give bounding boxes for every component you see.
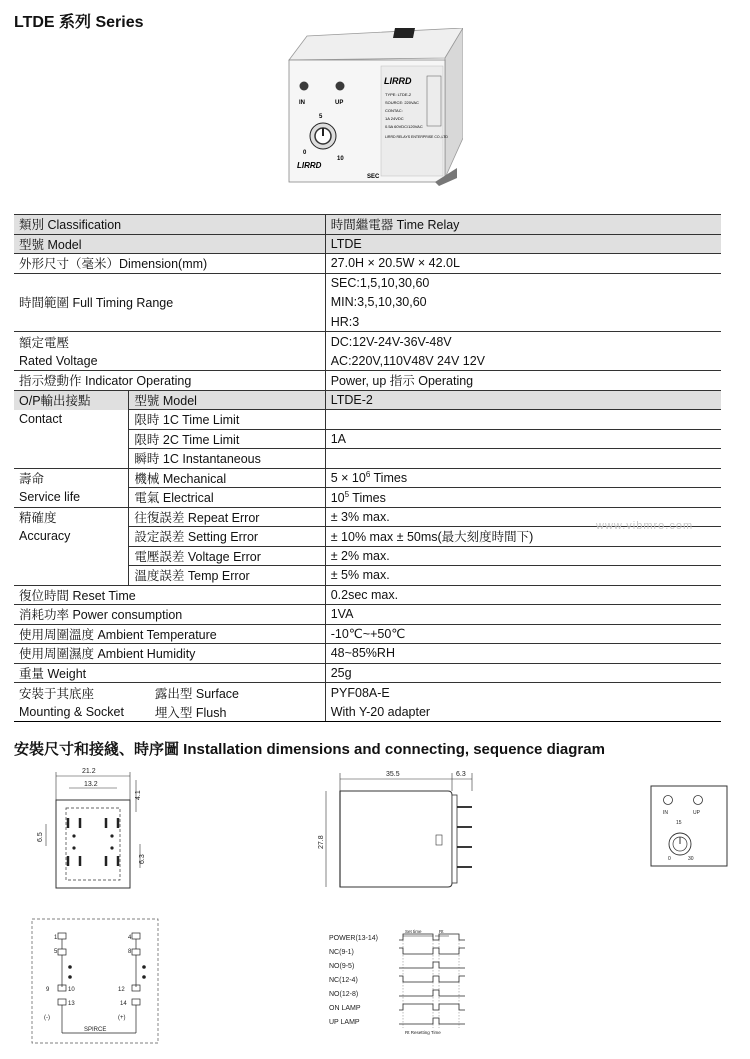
- accuracy-label-zh: 精確度: [19, 511, 57, 525]
- reset-row: [14, 585, 721, 605]
- wiring-diagram: [28, 915, 168, 1047]
- pin-12: 12: [118, 987, 125, 993]
- temperature-value: -10℃~+50℃: [325, 624, 721, 644]
- temperature-row: [14, 624, 721, 644]
- timing-label: 時間範圍 Full Timing Range: [14, 273, 325, 332]
- mount-row: [14, 683, 721, 703]
- life-value: $10^5$ Times: [325, 488, 721, 508]
- weight-row: [14, 663, 721, 683]
- product-label-line: CONTAC:: [385, 108, 403, 113]
- contact-value: [325, 449, 721, 469]
- contact-label-en: Contact: [19, 412, 63, 427]
- temperature-label: 使用周圍溫度 Ambient Temperature: [14, 624, 325, 644]
- reset-value: 0.2sec max.: [325, 585, 721, 605]
- mount-value: With Y-20 adapter: [325, 702, 721, 722]
- spirce-label: SPIRCE: [84, 1027, 107, 1033]
- timing-value: SEC:1,5,10,30,60: [325, 273, 721, 293]
- led-up-label: UP: [335, 100, 344, 106]
- accuracy-sub: 溫度誤差 Temp Error: [129, 566, 325, 586]
- voltage-value: AC:220V,110V48V 24V 12V: [325, 351, 721, 371]
- voltage-value: DC:12V-24V-36V-48V: [325, 332, 721, 352]
- page-title: LTDE 系列 Series: [14, 14, 144, 31]
- brand-lower: LIRRD: [297, 161, 322, 170]
- dimension-label: 外形尺寸（毫米）Dimension(mm): [14, 254, 325, 274]
- power-label: 消耗功率 Power consumption: [14, 605, 325, 625]
- maker-label: LIRRD RELAYS ENTERPRISE CO.,LTD: [385, 135, 448, 139]
- dimension-value: 27.0H × 20.5W × 42.0L: [325, 254, 721, 274]
- pin-14: 14: [120, 1001, 127, 1007]
- voltage-label-zh: 額定電壓: [19, 335, 70, 350]
- model-label: 型號 Model: [14, 234, 325, 254]
- pin-10: 10: [68, 987, 75, 993]
- life-label-zh: 壽命: [19, 472, 45, 486]
- polarity-minus: (-): [44, 1015, 50, 1021]
- mount-sub: 露出型 Surface: [154, 686, 239, 701]
- face-dial-30: 30: [688, 856, 694, 862]
- contact-sub: 型號 Model: [129, 390, 325, 410]
- pin-4: 4: [128, 935, 132, 941]
- power-row: [14, 605, 721, 625]
- life-value: $5 \times 10^6$ Times: [325, 468, 721, 488]
- pin-8: 8: [128, 949, 132, 955]
- accuracy-sub: 往復誤差 Repeat Error: [129, 507, 325, 527]
- dim-socket-inner: 13.2: [84, 781, 98, 788]
- life-row: [14, 468, 721, 488]
- dim-pin-length: 6.3: [456, 771, 466, 778]
- product-label-line: 1A 24VDC: [385, 116, 404, 121]
- dim-socket-top: 4.1: [135, 790, 142, 800]
- humidity-row: [14, 644, 721, 664]
- contact-sub: 限時 2C Time Limit: [129, 429, 325, 449]
- accuracy-sub: 設定誤差 Setting Error: [129, 527, 325, 547]
- pin-9: 9: [46, 987, 50, 993]
- dim-socket-right: 6.3: [139, 854, 146, 864]
- product-label-line: SOURCE: 220VAC: [385, 100, 419, 105]
- face-dial-0: 0: [668, 856, 671, 862]
- led-in-label: IN: [299, 100, 305, 106]
- brand-upper: LIRRD: [384, 76, 412, 86]
- seq-label-up-lamp: UP LAMP: [329, 1019, 360, 1026]
- face-dial-15: 15: [676, 820, 682, 826]
- dim-body-height: 27.8: [318, 835, 325, 849]
- timing-value: MIN:3,5,10,30,60: [325, 293, 721, 313]
- dial-min-label: 0: [303, 150, 307, 156]
- mount-sub: 埋入型 Flush: [129, 702, 325, 722]
- timing-value: HR:3: [325, 312, 721, 332]
- indicator-row: [14, 371, 721, 391]
- life-label-en: Service life: [14, 488, 129, 508]
- accuracy-value: ± 10% max ± 50ms(最大刻度時間下): [325, 527, 721, 547]
- contact-sub: 限時 1C Time Limit: [129, 410, 325, 430]
- watermark: www.vibmro.com: [596, 520, 694, 532]
- mount-label-zh: 安裝于其底座: [19, 686, 95, 701]
- timing-row: [14, 273, 721, 293]
- weight-value: 25g: [325, 663, 721, 683]
- rt-label: Rt: [439, 929, 444, 934]
- accuracy-value: ± 2% max.: [325, 546, 721, 566]
- dial-mid-label: 5: [319, 114, 323, 120]
- voltage-label-en: Rated Voltage: [14, 351, 325, 371]
- classification-label: 類別 Classification: [14, 215, 325, 235]
- contact-sub: 瞬時 1C Instantaneous: [129, 449, 325, 469]
- dim-socket-width: 21.2: [82, 768, 96, 775]
- humidity-label: 使用周圍濕度 Ambient Humidity: [14, 644, 325, 664]
- product-photo: [285, 28, 463, 188]
- contact-value: [325, 410, 721, 430]
- seq-label-on-lamp: ON LAMP: [329, 1005, 361, 1012]
- life-sub: 電氣 Electrical: [129, 488, 325, 508]
- accuracy-sub: 電壓誤差 Voltage Error: [129, 546, 325, 566]
- power-value: 1VA: [325, 605, 721, 625]
- reset-label: 復位時間 Reset Time: [14, 585, 325, 605]
- humidity-value: 48~85%RH: [325, 644, 721, 664]
- product-label-line: TYPE: LTDE-2: [385, 92, 412, 97]
- sequence-diagram: [325, 924, 495, 1036]
- dim-socket-left: 6.5: [37, 832, 44, 842]
- accuracy-label-en: Accuracy: [19, 529, 71, 544]
- mount-label-en: Mounting & Socket: [14, 702, 129, 722]
- dim-body-length: 35.5: [386, 771, 400, 778]
- pin-5: 5: [54, 949, 58, 955]
- contact-value: 1A: [325, 429, 721, 449]
- indicator-label: 指示燈動作 Indicator Operating: [14, 371, 325, 391]
- contact-label-zh: O/P輸出接點: [14, 390, 129, 410]
- dimension-row: [14, 254, 721, 274]
- contact-row: [14, 390, 721, 410]
- weight-label: 重量 Weight: [14, 663, 325, 683]
- contact-value: LTDE-2: [325, 390, 721, 410]
- set-time-label: Set time: [405, 929, 422, 934]
- seq-label-nc124: NC(12-4): [329, 977, 358, 984]
- socket-dimension-drawing: [28, 760, 168, 895]
- model-row: [14, 234, 721, 254]
- seq-label-no95: NO(9-5): [329, 963, 355, 970]
- face-in-label: IN: [663, 810, 668, 816]
- seq-label-power: POWER(13-14): [329, 935, 379, 942]
- relay-dimension-drawing: [310, 765, 490, 895]
- seq-label-nc91: NC(9-1): [329, 949, 354, 956]
- polarity-plus: (+): [118, 1015, 126, 1021]
- classification-value: 時間繼電器 Time Relay: [325, 215, 721, 235]
- pin-1: 1: [54, 935, 58, 941]
- product-label-line: 0.5A 60VDC/120VAC: [385, 124, 423, 129]
- life-sub: 機械 Mechanical: [129, 468, 325, 488]
- accuracy-value: ± 3% max.: [325, 507, 721, 527]
- seq-label-no128: NO(12-8): [329, 991, 359, 998]
- voltage-row: [14, 332, 721, 352]
- indicator-value: Power, up 指示 Operating: [325, 371, 721, 391]
- front-face-drawing: [648, 783, 730, 869]
- section-title: 安裝尺寸和接綫、時序圖 Installation dimensions and connecting, sequence diagram: [14, 741, 605, 758]
- dial-max-label: 10: [337, 156, 344, 162]
- spec-table: [14, 214, 721, 722]
- accuracy-value: ± 5% max.: [325, 566, 721, 586]
- classification-row: [14, 215, 721, 235]
- reset-caption: Rt Resetting Time: [405, 1030, 441, 1035]
- mount-value: PYF08A-E: [325, 683, 721, 703]
- pin-13: 13: [68, 1001, 75, 1007]
- model-value: LTDE: [325, 234, 721, 254]
- face-up-label: UP: [693, 810, 700, 816]
- unit-label: SEC: [367, 174, 380, 180]
